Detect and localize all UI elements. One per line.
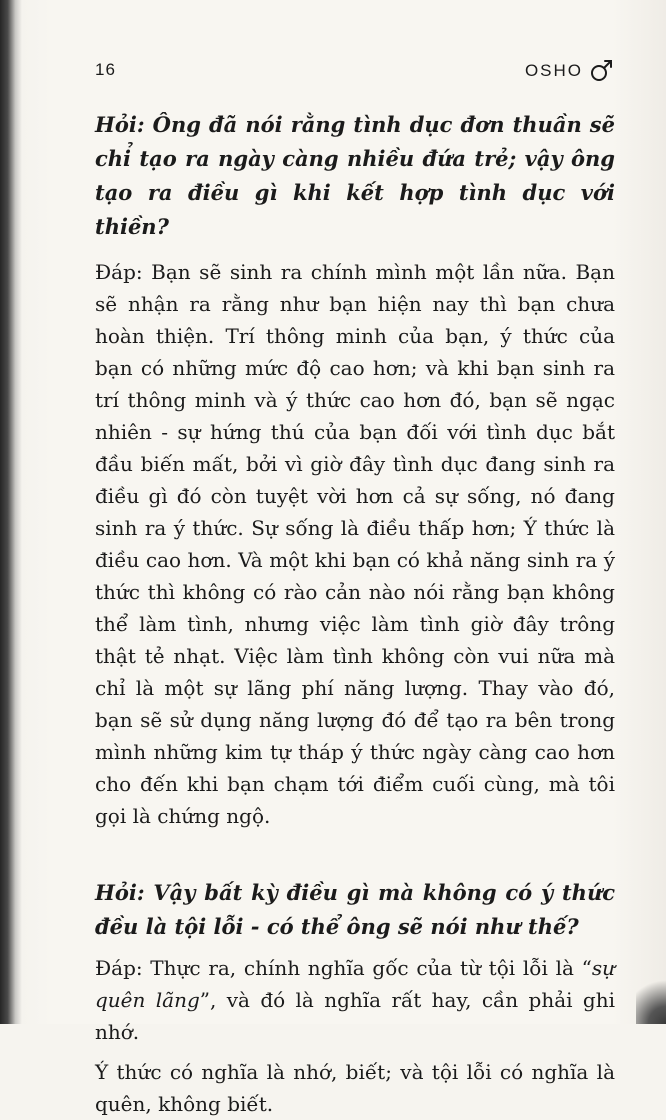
page-header — [95, 58, 615, 88]
answer-2-part1: Đáp: Thực ra, chính nghĩa gốc của từ tội lỗi là “ — [95, 956, 592, 980]
running-head-text: OSHO — [524, 61, 583, 80]
answer-1: Đáp: Bạn sẽ sinh ra chính mình một lần nữa. Bạn sẽ nhận ra rằng như bạn hiện nay thì bạn chưa hoàn thiện. Trí thông minh của bạn, ý thức của bạn có những mức độ cao hơn; và khi bạn sinh ra trí thông minh và ý thức cao hơn đó, bạn sẽ ngạc nhiên - sự hứng thú của bạn đối với tình dục bắt đầu biến mất, bởi vì giờ đây tình dục đang sinh ra điều gì đó còn tuyệt vời hơn cả sự sống, nó đang sinh ra ý thức. Sự sống là điều thấp hơn; Ý thức là điều cao hơn. Và một khi bạn có khả năng sinh ra ý thức thì không có rào cản nào nói rằng bạn không thể làm tình, nhưng việc làm tình giờ đây trông thật tẻ nhạt. Việc làm tình không còn vui nữa mà chỉ là một sự lãng phí năng lượng. Thay vào đó, bạn sẽ sử dụng năng lượng đó để tạo ra bên trong mình những kim tự tháp ý thức ngày càng cao hơn cho đến khi bạn chạm tới điểm cuối cùng, mà tôi gọi là chứng ngộ. — [95, 260, 615, 828]
page-number: 16 — [95, 60, 116, 79]
answer-3: Ý thức có nghĩa là nhớ, biết; và tội lỗi có nghĩa là quên, không biết. — [95, 1060, 615, 1116]
question-2: Hỏi: Vậy bất kỳ điều gì mà không có ý thức đều là tội lỗi - có thể ông sẽ nói như thế? — [95, 880, 615, 939]
question-1: Hỏi: Ông đã nói rằng tình dục đơn thuần sẽ chỉ tạo ra ngày càng nhiều đứa trẻ; vậy ông tạo ra điều gì khi kết hợp tình dục với thiền? — [95, 112, 615, 239]
answer-2-part2: ”, và đó là nghĩa rất hay, cần phải ghi nhớ. — [95, 988, 616, 1044]
answer-2 — [95, 952, 615, 1048]
spine-shadow — [0, 0, 22, 1024]
male-symbol-icon — [589, 58, 615, 84]
running-head — [525, 58, 615, 84]
page-corner-shadow — [636, 974, 666, 1024]
qa-block-2 — [95, 876, 615, 1120]
qa-block-1 — [95, 108, 615, 832]
answer-2-emphasis: sự quên lãng — [95, 956, 615, 1012]
page-content — [95, 108, 615, 1120]
